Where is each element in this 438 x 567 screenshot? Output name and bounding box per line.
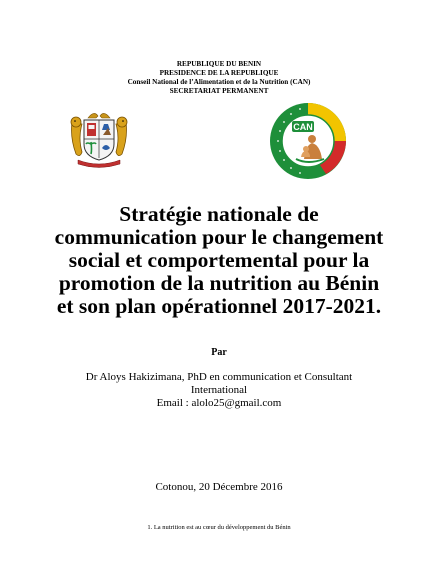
svg-text:CAN: CAN xyxy=(293,122,313,132)
header-council: Conseil National de l’Alimentation et de la Nutrition (CAN) xyxy=(127,78,311,86)
title-line: Stratégie nationale de xyxy=(119,202,319,226)
title-line: et son plan opérationnel 2017-2021. xyxy=(56,294,382,318)
header-secretariat: SECRETARIAT PERMANENT xyxy=(169,87,269,95)
document-title xyxy=(0,203,438,318)
coat-of-arms-icon xyxy=(68,108,130,170)
author-title: International xyxy=(190,384,248,396)
author-name: Dr Aloys Hakizimana, PhD en communication et Consultant xyxy=(85,371,353,383)
author-email: Email : alolo25@gmail.com xyxy=(156,397,282,409)
place-date: Cotonou, 20 Décembre 2016 xyxy=(155,481,283,493)
byline-par: Par xyxy=(211,347,227,358)
footer-note: 1. La nutrition est au cœur du développement du Bénin xyxy=(147,524,291,531)
header-country: REPUBLIQUE DU BENIN xyxy=(176,60,262,68)
title-line: social et comportemental pour la xyxy=(68,248,370,272)
title-line: communication pour le changement xyxy=(54,225,384,249)
title-line: promotion de la nutrition au Bénin xyxy=(58,271,380,295)
can-logo-icon xyxy=(268,101,348,181)
author-block xyxy=(0,371,438,410)
institution-header xyxy=(0,60,438,96)
header-presidency: PRESIDENCE DE LA REPUBLIQUE xyxy=(159,69,279,77)
